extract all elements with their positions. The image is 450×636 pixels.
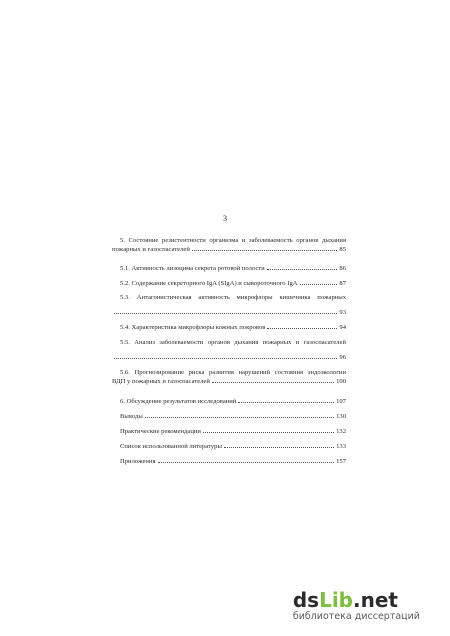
watermark-logo-part3: .net bbox=[353, 588, 398, 612]
toc-entry-text: 5.3. Антагонистическая активность микрофлоры кишечника пожарных bbox=[120, 294, 346, 301]
watermark bbox=[293, 588, 420, 622]
leader-dots bbox=[114, 358, 337, 359]
toc-page-number: 93 bbox=[339, 309, 346, 316]
toc-entry-text: 5.5. Анализ заболеваемости органов дыхания пожарных и газоспасателей bbox=[120, 339, 346, 346]
toc-entry-conclusions bbox=[112, 414, 346, 423]
leader-dots bbox=[224, 447, 334, 448]
toc-entry-text: Список использованной литературы bbox=[120, 443, 222, 450]
toc-page-number: 86 bbox=[339, 265, 346, 272]
toc-entry-5 bbox=[112, 238, 346, 256]
toc-entry-text-continued: пожарных и газоспасателей bbox=[112, 246, 190, 253]
toc-entry-5-4 bbox=[112, 325, 346, 334]
toc-page-number: 107 bbox=[336, 398, 346, 405]
toc-entry-text: Практические рекомендации bbox=[120, 428, 201, 435]
toc-entry-5-5 bbox=[112, 340, 346, 364]
toc-page-number: 96 bbox=[339, 354, 346, 361]
toc-page-number: 87 bbox=[339, 280, 346, 287]
leader-dots bbox=[238, 402, 334, 403]
toc-entry-text: 5.2. Содержание секреторного IgA (SIgA) и сывороточного IgA bbox=[120, 280, 298, 287]
toc-entry-references bbox=[112, 444, 346, 453]
leader-dots bbox=[267, 328, 337, 329]
toc-page-number: 85 bbox=[339, 246, 346, 253]
toc-entry-text: 5.6. Прогнозирование риска развития нарушений состояния эндоэкологии bbox=[120, 369, 346, 376]
leader-dots bbox=[192, 250, 338, 251]
toc-entry-5-3 bbox=[112, 295, 346, 319]
toc-entry-text: 5.4. Характеристика микрофлоры кожных покровов bbox=[120, 324, 266, 331]
toc-entry-text-continued: ВДП у пожарных и газоспасателей bbox=[112, 378, 210, 385]
toc-page-number: 94 bbox=[339, 324, 346, 331]
leader-dots bbox=[158, 462, 335, 463]
toc-page-number: 157 bbox=[336, 458, 346, 465]
leader-dots bbox=[267, 269, 338, 270]
toc-entry-5-6 bbox=[112, 370, 346, 388]
toc-page-number: 100 bbox=[336, 378, 346, 385]
leader-dots bbox=[300, 284, 338, 285]
leader-dots bbox=[212, 382, 334, 383]
toc-entry-5-1 bbox=[112, 266, 346, 275]
toc-entry-text: Выводы bbox=[120, 413, 143, 420]
toc-entry-text: 5. Состояние резистентности организма и заболеваемость органов дыхания bbox=[120, 237, 346, 244]
leader-dots bbox=[145, 417, 334, 418]
leader-dots bbox=[114, 313, 337, 314]
toc-entry-6 bbox=[112, 399, 346, 408]
watermark-tagline: библиотека диссертаций bbox=[292, 611, 420, 622]
watermark-logo bbox=[293, 588, 420, 612]
toc-page-number: 133 bbox=[336, 443, 346, 450]
toc-page-number: 130 bbox=[336, 413, 346, 420]
toc-entry-text: Приложения bbox=[120, 458, 156, 465]
toc-entry-text: 6. Обсуждение результатов исследований bbox=[120, 398, 237, 405]
toc-entry-appendices bbox=[112, 459, 346, 468]
toc-entry-recommendations bbox=[112, 429, 346, 438]
page-number: 3 bbox=[223, 214, 227, 223]
toc-entry-text: 5.1. Активность лизоцима секрета ротовой полости bbox=[120, 265, 265, 272]
watermark-logo-part1: ds bbox=[292, 588, 320, 612]
watermark-logo-part2: Lib bbox=[319, 588, 353, 612]
toc-page-number: 132 bbox=[336, 428, 346, 435]
leader-dots bbox=[203, 432, 334, 433]
toc-entry-5-2 bbox=[112, 281, 346, 290]
